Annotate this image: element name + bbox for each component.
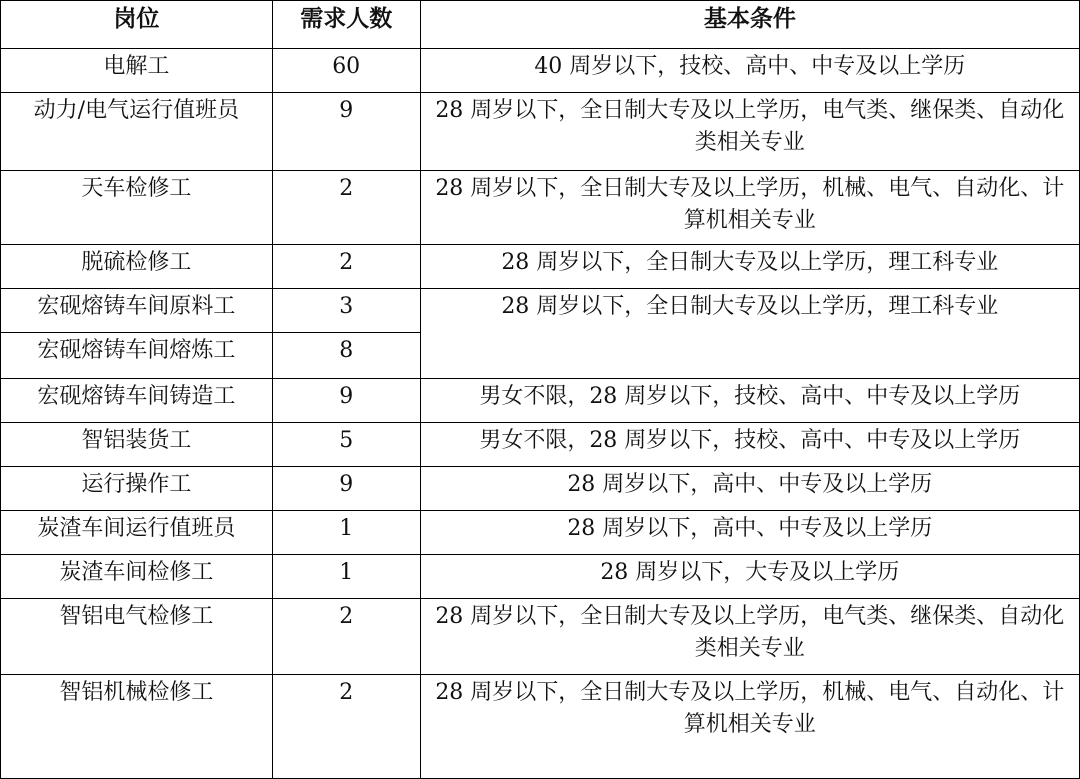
condition-cell: 男女不限，28 周岁以下，技校、高中、中专及以上学历 [420, 379, 1079, 423]
table-row [1, 379, 1080, 423]
table-row [1, 171, 1080, 245]
table-row [1, 467, 1080, 511]
condition-cell: 28 周岁以下，高中、中专及以上学历 [420, 467, 1079, 511]
position-cell: 智铝机械检修工 [1, 675, 273, 779]
condition-cell: 28 周岁以下，大专及以上学历 [420, 555, 1079, 599]
condition-cell: 男女不限，28 周岁以下，技校、高中、中专及以上学历 [420, 423, 1079, 467]
condition-cell: 28 周岁以下，全日制大专及以上学历，电气类、继保类、自动化类相关专业 [420, 93, 1079, 171]
position-cell: 炭渣车间运行值班员 [1, 511, 273, 555]
count-cell: 2 [272, 599, 420, 675]
table-row [1, 675, 1080, 779]
table-row [1, 511, 1080, 555]
table-row [1, 93, 1080, 171]
condition-cell-merged: 28 周岁以下，全日制大专及以上学历，理工科专业 [420, 289, 1079, 379]
header-count: 需求人数 [272, 1, 420, 49]
count-cell: 3 [272, 289, 420, 333]
condition-cell: 28 周岁以下，全日制大专及以上学历，理工科专业 [420, 245, 1079, 289]
count-cell: 1 [272, 555, 420, 599]
position-cell: 智铝装货工 [1, 423, 273, 467]
count-cell: 8 [272, 333, 420, 379]
count-cell: 9 [272, 93, 420, 171]
condition-cell: 28 周岁以下，全日制大专及以上学历，电气类、继保类、自动化类相关专业 [420, 599, 1079, 675]
count-cell: 9 [272, 379, 420, 423]
count-cell: 2 [272, 675, 420, 779]
position-cell: 脱硫检修工 [1, 245, 273, 289]
position-cell: 动力/电气运行值班员 [1, 93, 273, 171]
count-cell: 60 [272, 49, 420, 93]
header-position: 岗位 [1, 1, 273, 49]
count-cell: 5 [272, 423, 420, 467]
position-cell: 智铝电气检修工 [1, 599, 273, 675]
table-row [1, 423, 1080, 467]
count-cell: 2 [272, 171, 420, 245]
table-row [1, 599, 1080, 675]
header-row [1, 1, 1080, 49]
position-cell: 宏砚熔铸车间熔炼工 [1, 333, 273, 379]
condition-cell: 40 周岁以下，技校、高中、中专及以上学历 [420, 49, 1079, 93]
condition-cell: 28 周岁以下，全日制大专及以上学历，机械、电气、自动化、计算机相关专业 [420, 171, 1079, 245]
count-cell: 9 [272, 467, 420, 511]
condition-cell: 28 周岁以下，高中、中专及以上学历 [420, 511, 1079, 555]
table-row [1, 555, 1080, 599]
count-cell: 2 [272, 245, 420, 289]
condition-cell: 28 周岁以下，全日制大专及以上学历，机械、电气、自动化、计算机相关专业 [420, 675, 1079, 779]
position-cell: 炭渣车间检修工 [1, 555, 273, 599]
table-row [1, 49, 1080, 93]
header-condition: 基本条件 [420, 1, 1079, 49]
position-cell: 天车检修工 [1, 171, 273, 245]
count-cell: 1 [272, 511, 420, 555]
table-row [1, 245, 1080, 289]
position-cell: 宏砚熔铸车间原料工 [1, 289, 273, 333]
position-cell: 宏砚熔铸车间铸造工 [1, 379, 273, 423]
position-cell: 电解工 [1, 49, 273, 93]
table-row [1, 289, 1080, 333]
position-cell: 运行操作工 [1, 467, 273, 511]
